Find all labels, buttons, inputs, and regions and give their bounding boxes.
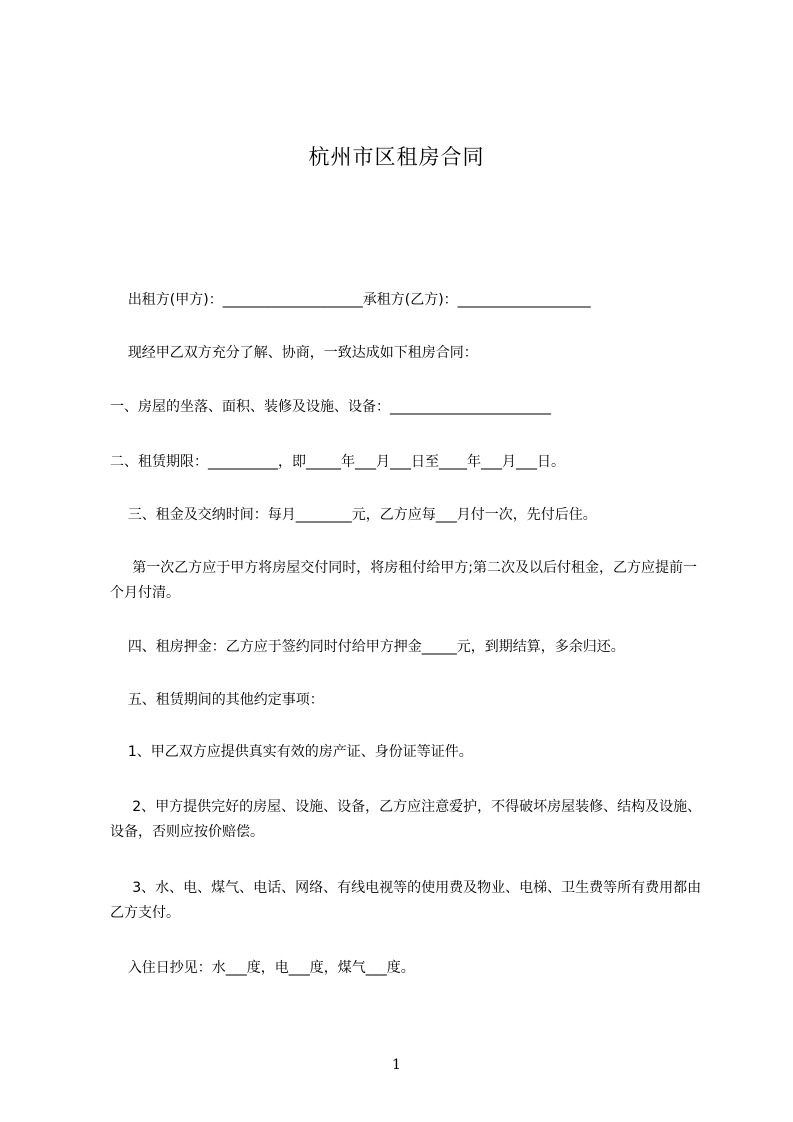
clause-5-item-3: 3、水、电、煤气、电话、网络、有线电视等的使用费及物业、电梯、卫生费等所有费用都由乙方支付。 [110,880,702,921]
clause-5-item-1: 1、甲乙双方应提供真实有效的房产证、身份证等证件。 [110,744,473,760]
document-title: 杭州市区租房合同 [308,145,485,169]
clause-5-item-2: 2、甲方提供完好的房屋、设施、设备，乙方应注意爱护，不得破坏房屋装修、结构及设施、设备，否则应按价赔偿。 [110,799,702,840]
clause-1-premises: 一、房屋的坐落、面积、装修及设施、设备：_______________________ [110,399,551,415]
move-in-readings: 入住日抄见：水___度，电___度，煤气___度。 [110,960,415,976]
preamble: 现经甲乙双方充分了解、协商，一致达成如下租房合同： [110,345,478,361]
clause-4-deposit: 四、租房押金：乙方应于签约同时付给甲方押金_____元，到期结算，多余归还。 [110,639,625,655]
clause-3-payment-note: 第一次乙方应于甲方将房屋交付同时，将房租付给甲方;第二次及以后付租金，乙方应提前一个月付清。 [110,560,697,601]
parties-line: 出租方(甲方)：____________________承租方(乙方)：___________________ [110,292,591,308]
clause-3-rent: 三、租金及交纳时间：每月________元，乙方应每___月付一次，先付后住。 [110,507,597,523]
clause-2-term: 二、租赁期限：__________，即_____年___月___日至____年___月___日。 [110,454,565,470]
page-number: 1 [392,1057,401,1073]
clause-5-heading: 五、租赁期间的其他约定事项： [110,692,324,708]
